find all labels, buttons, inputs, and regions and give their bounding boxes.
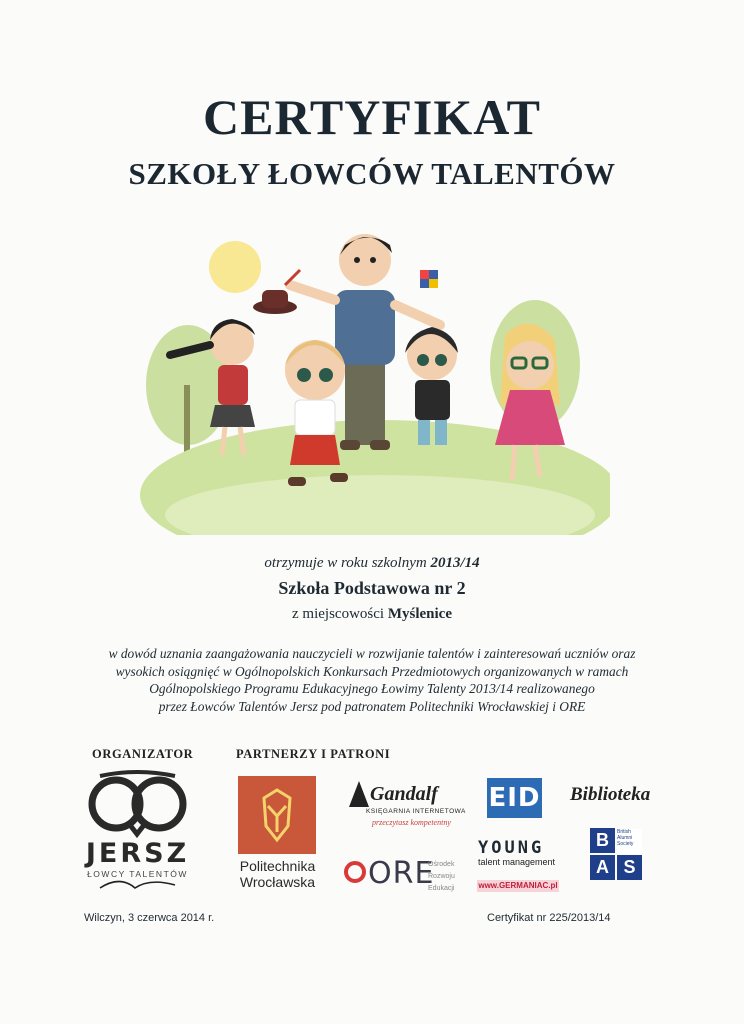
gandalf-motto: przeczytasz kompetentny — [372, 818, 451, 827]
school-name: Szkoła Podstawowa nr 2 — [278, 578, 466, 598]
award-description — [70, 645, 674, 715]
hat-icon — [253, 270, 300, 314]
ore-ring-icon — [343, 860, 367, 884]
school-year: 2013/14 — [430, 555, 480, 571]
bas-society: British Alumni Society — [617, 829, 642, 854]
city-prefix: z miejscowości — [292, 606, 385, 622]
eid-logo: EID — [487, 778, 542, 818]
politechnika-name — [230, 858, 325, 890]
bas-letter: A — [590, 855, 615, 880]
description-line: w dowód uznania zaangażowania nauczycieli w rozwijanie talentów i zainteresowań uczniów oraz — [108, 646, 636, 661]
jersz-name: JERSZ — [85, 838, 190, 869]
ore-sub-line: Edukacji — [428, 885, 455, 892]
city-name: Myślenice — [387, 606, 452, 622]
bas-logo — [590, 828, 642, 880]
description-line: wysokich osiągnięć w Ogólnopolskich Konkursach Przedmiotowych organizowanych w ramach — [115, 663, 629, 679]
gandalf-subtitle: KSIĘGARNIA INTERNETOWA — [366, 808, 466, 815]
description-line: przez Łowców Talentów Jersz pod patronatem Politechniki Wrocławskiej i ORE — [158, 698, 586, 714]
received-line — [0, 555, 744, 572]
eagle-icon — [238, 776, 316, 854]
jersz-owl-logo — [80, 770, 195, 900]
received-prefix: otrzymuje w roku szkolnym — [264, 555, 427, 571]
children-illustration — [140, 215, 610, 535]
politechnika-line1: Politechnika — [239, 858, 316, 874]
bas-letter: S — [617, 855, 642, 880]
jersz-tagline: ŁOWCY TALENTÓW — [87, 869, 188, 879]
partners-heading: PARTNERZY I PATRONI — [236, 747, 391, 761]
gandalf-name: Gandalf — [370, 783, 438, 805]
young-logo: YOUNG — [478, 838, 545, 858]
politechnika-logo — [238, 776, 316, 854]
city-line — [0, 606, 744, 623]
description-line: Ogólnopolskiego Programu Edukacyjnego Łowimy Talenty 2013/14 realizowanego — [149, 681, 595, 696]
wizard-hat-icon — [347, 779, 371, 809]
germaniac-logo: www.GERMANIAC.pl — [478, 881, 558, 890]
ore-subtitle — [428, 859, 455, 895]
politechnika-line2: Wrocławska — [239, 874, 316, 890]
sun-icon — [209, 241, 261, 293]
ore-name: ORE — [368, 856, 435, 891]
bas-letter: B — [590, 828, 615, 853]
boy-figure-center — [285, 340, 348, 486]
organizer-heading: ORGANIZATOR — [92, 747, 194, 761]
young-subtitle: talent management — [478, 857, 556, 867]
certificate-subtitle: SZKOŁY ŁOWCÓW TALENTÓW — [128, 156, 616, 191]
place-and-date: Wilczyn, 3 czerwca 2014 r. — [84, 912, 215, 924]
certificate-title: CERTYFIKAT — [203, 89, 541, 145]
cube-icon — [420, 270, 438, 288]
biblioteka-logo: Biblioteka — [570, 784, 651, 805]
ore-sub-line: Ośrodek — [428, 861, 455, 868]
certificate-number: Certyfikat nr 225/2013/14 — [487, 912, 611, 924]
ore-sub-line: Rozwoju — [428, 873, 455, 880]
